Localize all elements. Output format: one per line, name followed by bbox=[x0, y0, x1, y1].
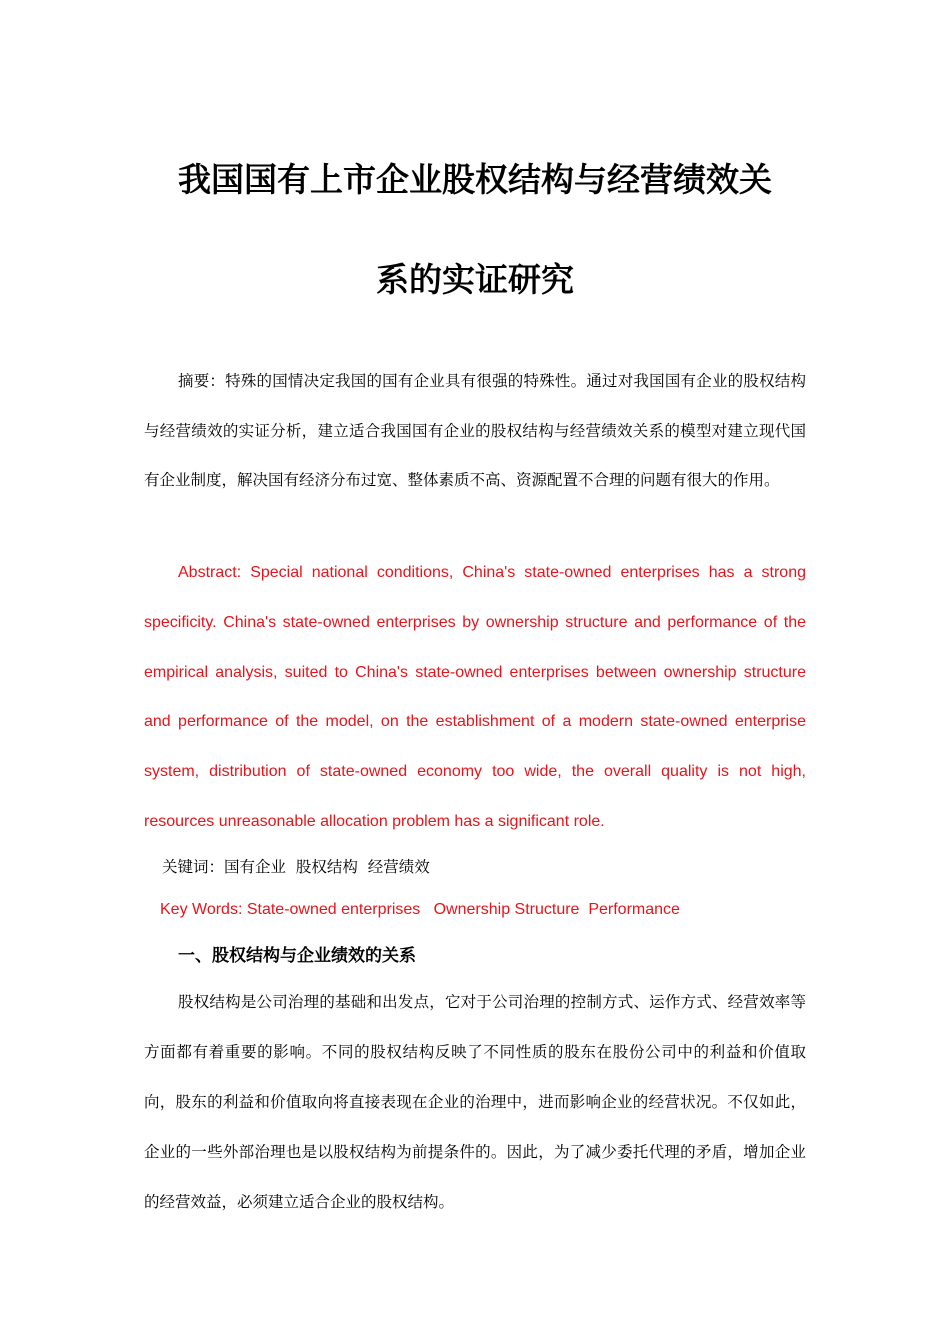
keywords-english: Key Words: State-owned enterprises Ownership Structure Performance bbox=[160, 901, 680, 918]
section-body-paragraph: 股权结构是公司治理的基础和出发点，它对于公司治理的控制方式、运作方式、经营效率等方面都有着重要的影响。不同的股权结构反映了不同性质的股东在股份公司中的利益和价值取向，股东的利益和价值取向将直接表现在企业的治理中，进而影响企业的经营状况。不仅如此，企业的一些外部治理也是以股权结构为前提条件的。因此，为了减少委托代理的矛盾，增加企业的经营效益，必须建立适合企业的股权结构。 bbox=[144, 993, 806, 1211]
section-heading: 一、股权结构与企业绩效的关系 bbox=[178, 946, 416, 966]
title-line-2: 系的实证研究 bbox=[376, 260, 574, 299]
title-line-1: 我国国有上市企业股权结构与经营绩效关 bbox=[178, 160, 772, 199]
keywords-chinese: 关键词：国有企业 股权结构 经营绩效 bbox=[162, 858, 430, 876]
abstract-chinese: 摘要：特殊的国情决定我国的国有企业具有很强的特殊性。通过对我国国有企业的股权结构与经营绩效的实证分析，建立适合我国国有企业的股权结构与经营绩效关系的模型对建立现代国有企业制度，解决国有经济分布过宽、整体素质不高、资源配置不合理的问题有很大的作用。 bbox=[144, 372, 806, 489]
abstract-english: Abstract: Special national conditions, China's state-owned enterprises has a strong specificity. China's state-owned enterprises by ownership structure and performance of the empirical analysis, suited to China's state-owned enterprises between ownership structure and performance of the model, on the establishment of a modern state-owned enterprise system, distribution of state-owned economy too wide, the overall quality is not high, resources unreasonable allocation problem has a significant role. bbox=[144, 564, 806, 830]
